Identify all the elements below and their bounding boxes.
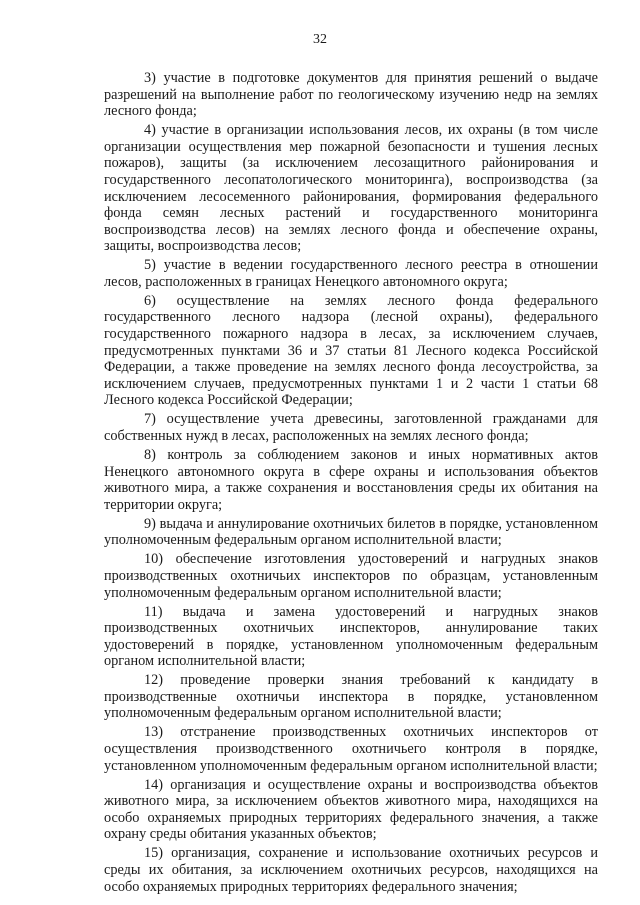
list-item-10: 10) обеспечение изготовления удостоверений и нагрудных знаков производственных охотничьих инспекторов по образцам, установленным уполномоченным федеральным органом исполнительной власти; xyxy=(104,551,598,601)
list-item-9: 9) выдача и аннулирование охотничьих билетов в порядке, установленном уполномоченным федеральным органом исполнительной власти; xyxy=(104,515,598,549)
list-item-13: 13) отстранение производственных охотничьих инспекторов от осуществления производственного охотничьего контроля в порядке, установленном уполномоченным федеральным органом исполнительной власти; xyxy=(104,724,598,774)
list-item-14: 14) организация и осуществление охраны и воспроизводства объектов животного мира, за исключением объектов животного мира, находящихся на особо охраняемых природных территориях федерального значения, а также охрану среды обитания указанных объектов; xyxy=(104,776,598,843)
list-item-6: 6) осуществление на землях лесного фонда федерального государственного лесного надзора (лесной охраны), федерального государственного пожарного надзора в лесах, за исключением случаев, предусмотренных пунктами 36 и 37 статьи 81 Лесного кодекса Российской Федерации, а также проведение на землях лесного фонда лесоустройства, за исключением случаев, предусмотренных пунктами 1 и 2 части 1 статьи 68 Лесного кодекса Российской Федерации; xyxy=(104,292,598,409)
list-item-4: 4) участие в организации использования лесов, их охраны (в том числе организации осуществления мер пожарной безопасности и тушения лесных пожаров), защиты (за исключением лесозащитного районирования и государственного лесопатологического мониторинга), воспроизводства (за исключением лесосеменного районирования, формирования федерального фонда семян лесных растений и государственного мониторинга воспроизводства лесов) на землях лесного фонда и обеспечение охраны, защиты, воспроизводства лесов; xyxy=(104,122,598,255)
list-item-11: 11) выдача и замена удостоверений и нагрудных знаков производственных охотничьих инспекторов, аннулирование таких удостоверений в порядке, установленном уполномоченным федеральным органом исполнительной власти; xyxy=(104,603,598,670)
list-item-15: 15) организация, сохранение и использование охотничьих ресурсов и среды их обитания, за исключением охотничьих ресурсов, находящихся на особо охраняемых природных территориях федерального значения; xyxy=(104,845,598,895)
list-item-12: 12) проведение проверки знания требований к кандидату в производственные охотничьи инспектора в порядке, установленном уполномоченным федеральным органом исполнительной власти; xyxy=(104,672,598,722)
list-item-8: 8) контроль за соблюдением законов и иных нормативных актов Ненецкого автономного округа в сфере охраны и использования объектов животного мира, а также сохранения и восстановления среды их обитания на территории округа; xyxy=(104,447,598,513)
document-body xyxy=(104,70,598,898)
list-item-3: 3) участие в подготовке документов для принятия решений о выдаче разрешений на выполнение работ по геологическому изучению недр на землях лесного фонда; xyxy=(104,70,598,120)
page-number: 32 xyxy=(313,32,327,47)
list-item-7: 7) осуществление учета древесины, заготовленной гражданами для собственных нужд в лесах, расположенных на землях лесного фонда; xyxy=(104,411,598,445)
list-item-5: 5) участие в ведении государственного лесного реестра в отношении лесов, расположенных в границах Ненецкого автономного округа; xyxy=(104,257,598,290)
